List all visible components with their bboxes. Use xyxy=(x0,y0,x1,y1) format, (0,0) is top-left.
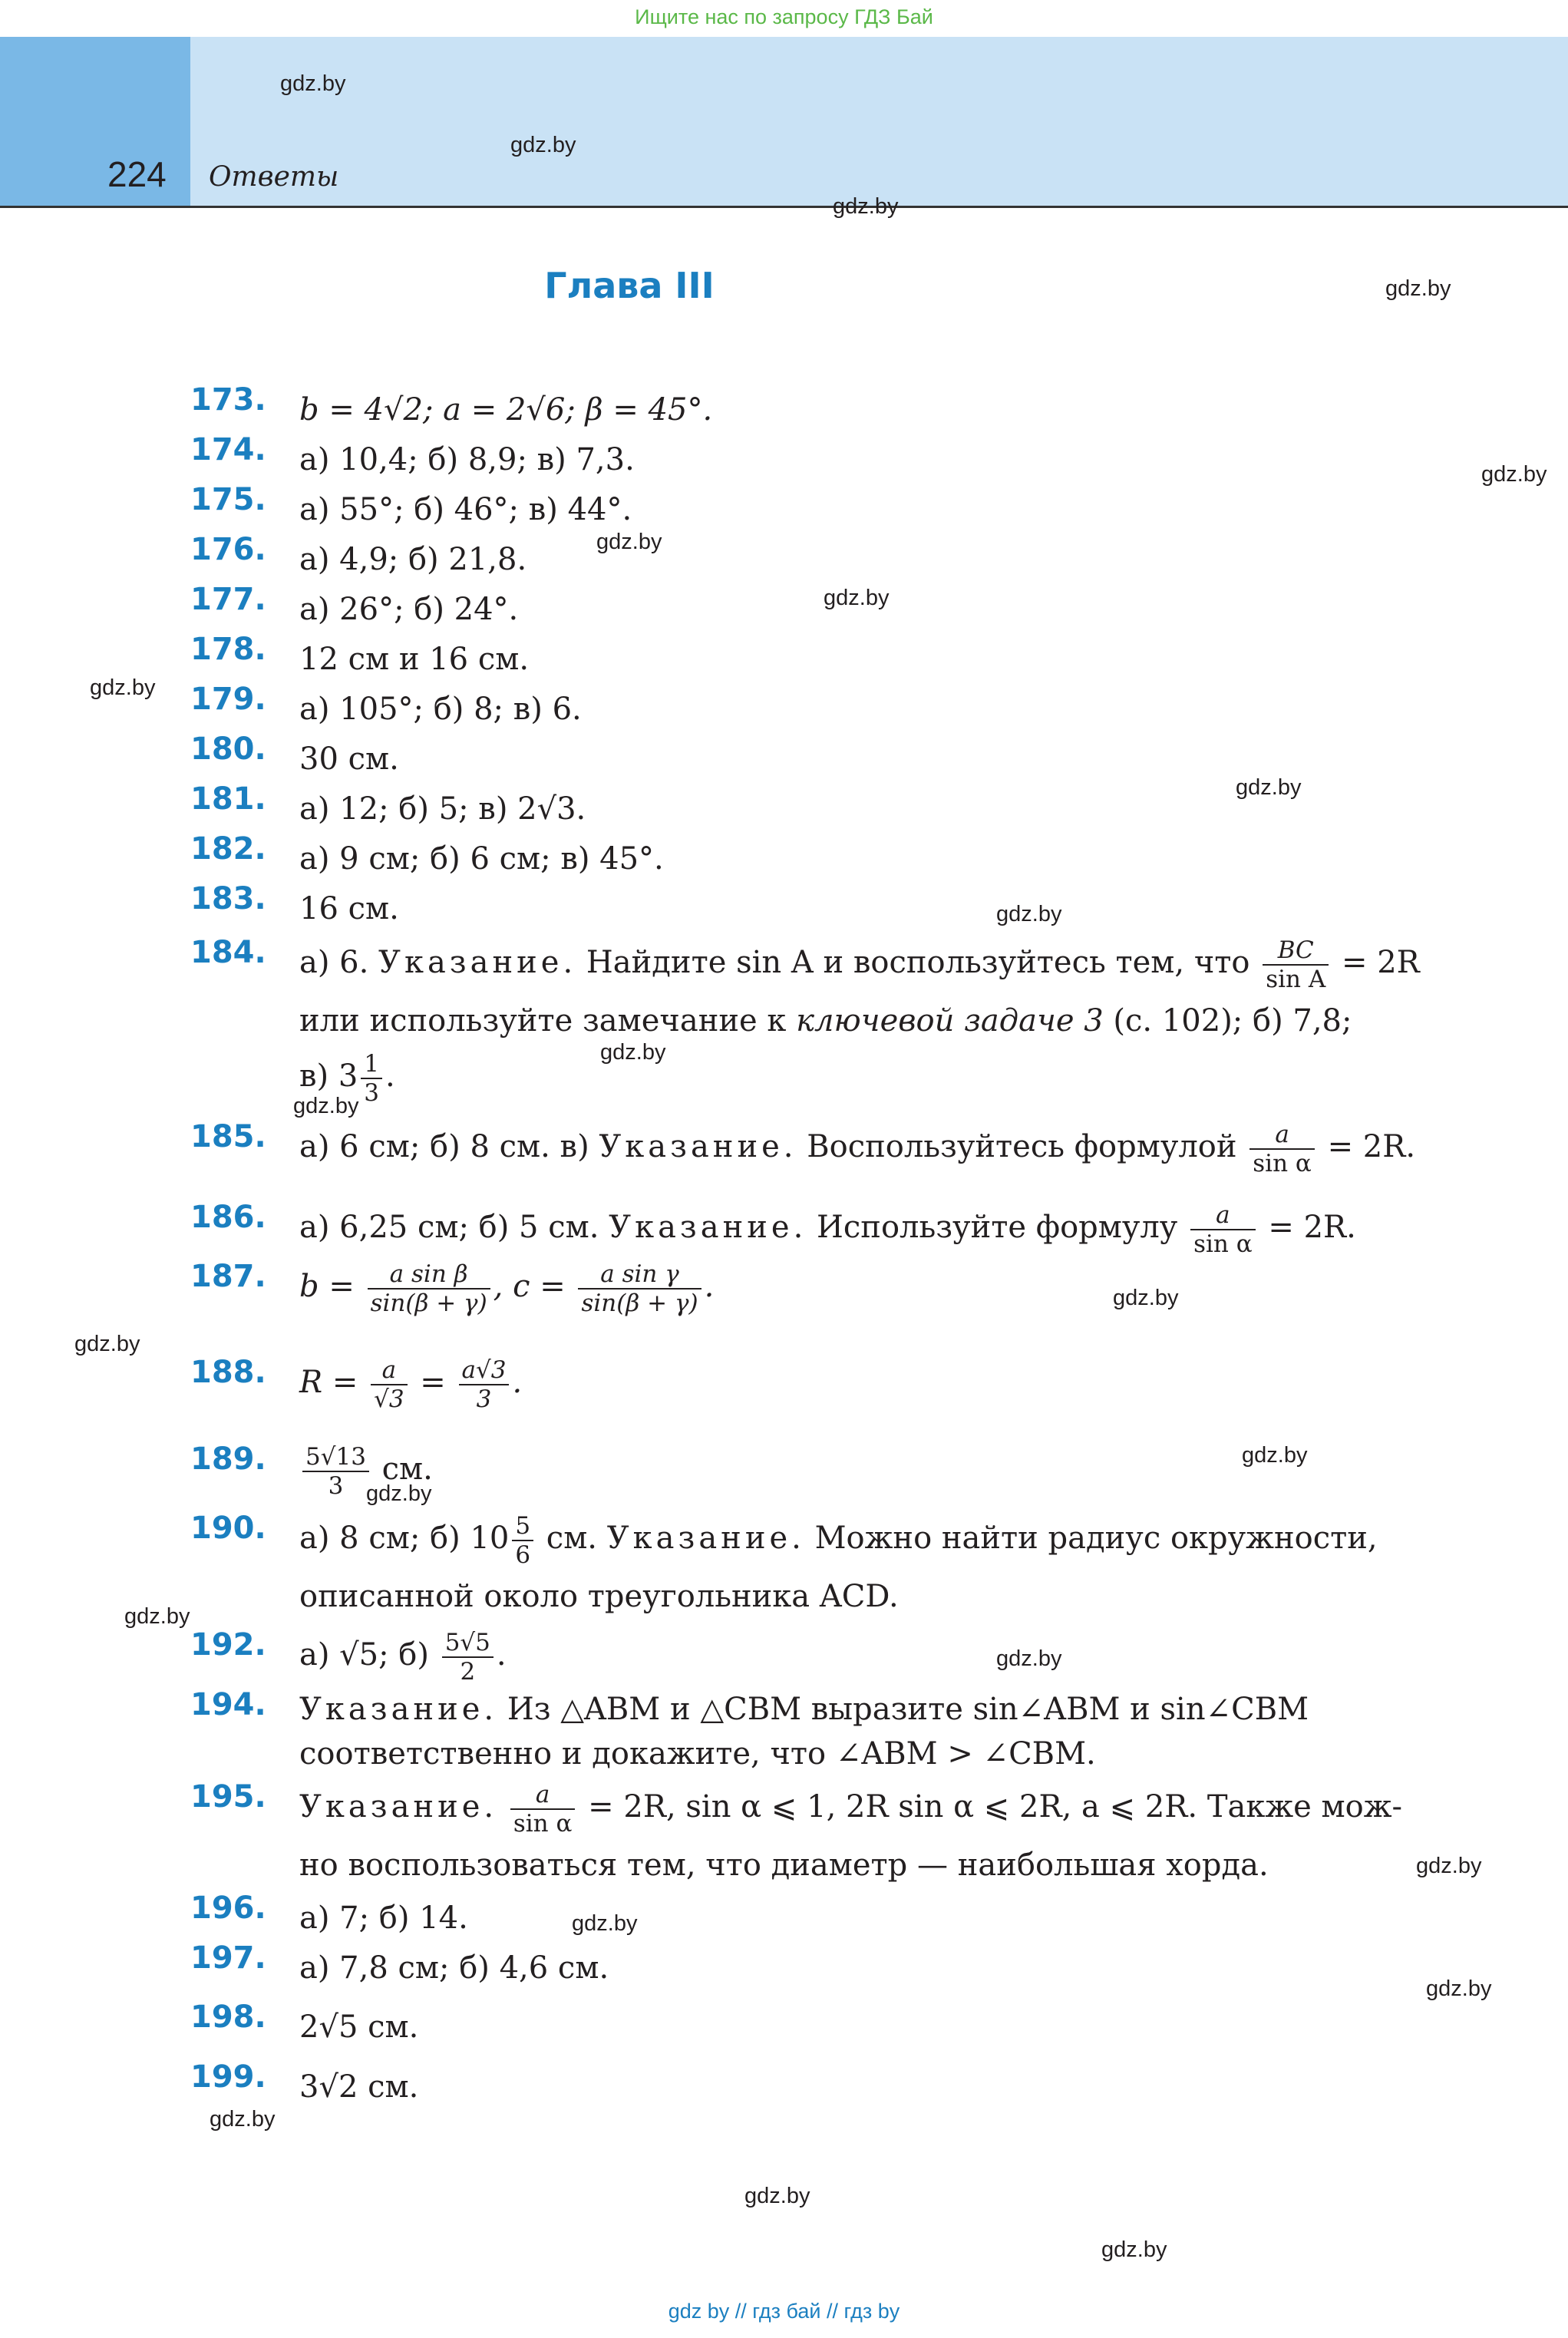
hint-label: Указание. xyxy=(606,1521,805,1556)
answer-number: 177. xyxy=(190,582,266,617)
watermark: gdz.by xyxy=(1101,2237,1167,2262)
answer-number: 185. xyxy=(190,1119,266,1154)
fraction-numerator: a xyxy=(1190,1201,1256,1230)
answer-part: а) 6. xyxy=(299,945,379,980)
answer-text: 3√2 см. xyxy=(299,2069,419,2105)
answer-part: но воспользоваться тем, что диаметр — наибольшая хорда. xyxy=(299,1848,1269,1883)
watermark: gdz.by xyxy=(366,1481,432,1506)
answer-number: 180. xyxy=(190,731,266,767)
answer-text xyxy=(299,1687,1568,1776)
answer-part: а) 6,25 см; б) 5 см. xyxy=(299,1210,609,1245)
fraction xyxy=(361,1050,382,1107)
answer-part: Можно найти радиус окружности, xyxy=(804,1521,1378,1556)
answer-part: R = xyxy=(299,1365,358,1400)
watermark: gdz.by xyxy=(600,1040,666,1065)
fraction-denominator: sin α xyxy=(1253,1150,1312,1177)
answer-text xyxy=(299,1119,1568,1177)
answer-part: описанной около треугольника ACD. xyxy=(299,1579,899,1614)
answer-text xyxy=(299,1441,1568,1500)
watermark: gdz.by xyxy=(744,2184,810,2208)
watermark: gdz.by xyxy=(510,133,576,157)
fraction-denominator: 6 xyxy=(515,1541,531,1569)
watermark: gdz.by xyxy=(1416,1854,1482,1878)
answer-text: b = $\frac{\text{a sin β}}{\sin(\beta + \gamma)}$ , c = $\frac{\text{a sin γ}}{\sin(\beta + \gamma)}$ . xyxy=(299,1260,715,1317)
answer-text: 30 см. xyxy=(299,741,399,777)
answer-text: b = 4√2; a = 2√6; β = 45°. xyxy=(299,392,713,428)
hint-label: Указание. xyxy=(299,1692,498,1727)
answer-number: 179. xyxy=(190,682,266,717)
answer-number: 187. xyxy=(190,1259,266,1294)
italic-reference: ключевой задаче 3 xyxy=(796,1003,1104,1039)
fraction xyxy=(459,1356,510,1413)
answer-number: 188. xyxy=(190,1355,266,1390)
fraction xyxy=(442,1629,494,1686)
answer-text: а) 7; б) 14. xyxy=(299,1900,468,1936)
fraction-numerator: 5√13 xyxy=(302,1443,369,1472)
answer-part: Используйте формулу xyxy=(807,1210,1178,1245)
fraction-denominator: 3 xyxy=(364,1079,380,1107)
fraction-numerator: a sin β xyxy=(368,1260,490,1290)
watermark: gdz.by xyxy=(1236,775,1302,800)
fraction xyxy=(512,1512,533,1569)
watermark: gdz.by xyxy=(572,1911,638,1936)
section-title: Ответы xyxy=(209,161,339,193)
answer-part: , c = xyxy=(493,1269,566,1304)
answer-number: 194. xyxy=(190,1687,266,1722)
answer-number: 174. xyxy=(190,432,266,467)
fraction xyxy=(578,1260,701,1317)
answer-number: 190. xyxy=(190,1511,266,1546)
fraction xyxy=(1190,1201,1256,1258)
answer-text xyxy=(299,1779,1568,1893)
fraction-numerator: a sin γ xyxy=(578,1260,701,1290)
answer-number: 173. xyxy=(190,382,266,418)
answer-text: а) 26°; б) 24°. xyxy=(299,592,519,627)
answer-part: см. xyxy=(536,1521,607,1556)
watermark: gdz.by xyxy=(596,530,662,554)
answer-text: 16 см. xyxy=(299,891,399,926)
watermark: gdz.by xyxy=(90,675,156,700)
watermark: gdz.by xyxy=(996,902,1062,926)
answer-number: 176. xyxy=(190,532,266,567)
fraction-numerator: 5√5 xyxy=(442,1629,494,1658)
answer-part: = 2R xyxy=(1341,945,1420,980)
answer-number: 189. xyxy=(190,1441,266,1477)
answer-text: R = $\frac{a}{√3}$ = $\frac{a√3}{3}$ . xyxy=(299,1356,523,1413)
answer-number: 195. xyxy=(190,1779,266,1815)
fraction xyxy=(302,1443,369,1500)
answer-part: а) 6 см; б) 8 см. в) xyxy=(299,1129,599,1164)
fraction-numerator: a xyxy=(510,1781,576,1810)
answer-number: 178. xyxy=(190,632,266,667)
answer-part: Воспользуйтесь формулой xyxy=(797,1129,1237,1164)
fraction-denominator: sin α xyxy=(1193,1230,1253,1258)
fraction-denominator: 2 xyxy=(460,1658,476,1686)
answer-text: 2√5 см. xyxy=(299,2009,419,2045)
header-divider xyxy=(0,206,1568,208)
watermark: gdz.by xyxy=(1385,276,1451,301)
hint-label: Указание. xyxy=(609,1210,807,1245)
watermark: gdz.by xyxy=(210,2107,276,2132)
footer-links[interactable]: gdz by // гдз бай // гдз by xyxy=(668,2300,900,2323)
answer-text: а) 7,8 см; б) 4,6 см. xyxy=(299,1950,609,1986)
fraction-numerator: 5 xyxy=(512,1512,533,1541)
fraction-denominator: sin A xyxy=(1266,966,1326,993)
answer-part: а) √5; б) xyxy=(299,1637,429,1673)
answer-text: а) 10,4; б) 8,9; в) 7,3. xyxy=(299,442,635,477)
fraction xyxy=(371,1356,407,1413)
answer-number: 186. xyxy=(190,1200,266,1235)
fraction-denominator: sin(β + γ) xyxy=(370,1290,487,1317)
answer-part: или используйте замечание к xyxy=(299,1003,797,1039)
answer-number: 181. xyxy=(190,781,266,817)
answer-number: 182. xyxy=(190,831,266,867)
watermark: gdz.by xyxy=(1242,1443,1308,1468)
watermark: gdz.by xyxy=(833,194,899,219)
watermark: gdz.by xyxy=(74,1332,140,1356)
fraction-numerator: a xyxy=(371,1356,407,1385)
answer-number: 192. xyxy=(190,1627,266,1663)
answer-part: Из △ABM и △CBM выразите sin∠ABM и sin∠CBM xyxy=(497,1692,1309,1727)
answer-part: Найдите sin A и воспользуйтесь тем, что xyxy=(576,945,1250,980)
answer-text: а) 9 см; б) 6 см; в) 45°. xyxy=(299,841,664,877)
fraction-denominator: sin α xyxy=(513,1810,573,1838)
answer-text: а) 4,9; б) 21,8. xyxy=(299,542,527,577)
answer-text: а) 6. Указание. Найдите sin A и воспользуйтесь тем, что $\frac{BC}{\text{sin A}}$ = 2R или используйте замечание к ключевой задаче 3 (с. 102); б) 7,8; в) 3 $\frac{1}{3}$ . xyxy=(299,936,1420,1107)
answer-number: 184. xyxy=(190,935,266,970)
watermark: gdz.by xyxy=(996,1646,1062,1671)
fraction-denominator: √3 xyxy=(374,1385,404,1413)
answer-part: в) 3 xyxy=(299,1058,358,1094)
fraction xyxy=(368,1260,490,1317)
watermark: gdz.by xyxy=(1113,1286,1179,1310)
answer-number: 197. xyxy=(190,1940,266,1976)
watermark: gdz.by xyxy=(124,1604,190,1629)
hint-label: Указание. xyxy=(378,945,577,980)
watermark: gdz.by xyxy=(293,1094,359,1118)
answer-part: = 2R. xyxy=(1268,1210,1356,1245)
hint-label: Указание. xyxy=(299,1789,498,1824)
chapter-title: Глава III xyxy=(544,265,715,306)
fraction-denominator: 3 xyxy=(476,1385,492,1413)
fraction-denominator: sin(β + γ) xyxy=(581,1290,698,1317)
fraction xyxy=(1249,1121,1315,1177)
page-number: 224 xyxy=(107,154,167,194)
answer-part: а) 8 см; б) 10 xyxy=(299,1521,510,1556)
answer-number: 196. xyxy=(190,1891,266,1926)
hint-label: Указание. xyxy=(599,1129,797,1164)
fraction xyxy=(510,1781,576,1838)
watermark: gdz.by xyxy=(280,71,346,96)
answer-text: а) 12; б) 5; в) 2√3. xyxy=(299,791,586,827)
answer-text: а) 105°; б) 8; в) 6. xyxy=(299,692,582,727)
answer-part: = 2R. xyxy=(1327,1129,1416,1164)
fraction-numerator: a√3 xyxy=(459,1356,510,1385)
answer-text xyxy=(299,1200,1568,1258)
answer-part: = xyxy=(420,1365,446,1400)
top-banner: Ищите нас по запросу ГДЗ Бай xyxy=(635,5,933,28)
answer-part: см. xyxy=(381,1451,433,1487)
fraction xyxy=(1263,936,1329,993)
answer-part: соответственно и докажите, что ∠ABM > ∠CBM. xyxy=(299,1736,1096,1772)
answer-text: а) √5; б) $\frac{5√5}{2}$ . xyxy=(299,1629,507,1686)
watermark: gdz.by xyxy=(1481,462,1547,487)
answer-part: = 2R, sin α ⩽ 1, 2R sin α ⩽ 2R, a ⩽ 2R. Также мож- xyxy=(588,1789,1403,1824)
answer-number: 199. xyxy=(190,2059,266,2095)
answer-part: b = xyxy=(299,1269,355,1304)
answer-part: (с. 102); б) 7,8; xyxy=(1103,1003,1352,1039)
answer-text xyxy=(299,1511,1568,1624)
answer-number: 175. xyxy=(190,482,266,517)
fraction-denominator: 3 xyxy=(328,1472,344,1500)
answer-number: 183. xyxy=(190,881,266,916)
answer-text: 12 см и 16 см. xyxy=(299,642,530,677)
watermark: gdz.by xyxy=(1426,1976,1492,2001)
answer-number: 198. xyxy=(190,2000,266,2035)
fraction-numerator: 1 xyxy=(361,1050,382,1079)
fraction-numerator: a xyxy=(1249,1121,1315,1150)
fraction-numerator: BC xyxy=(1263,936,1329,966)
answer-text: а) 55°; б) 46°; в) 44°. xyxy=(299,492,632,527)
watermark: gdz.by xyxy=(824,586,890,610)
